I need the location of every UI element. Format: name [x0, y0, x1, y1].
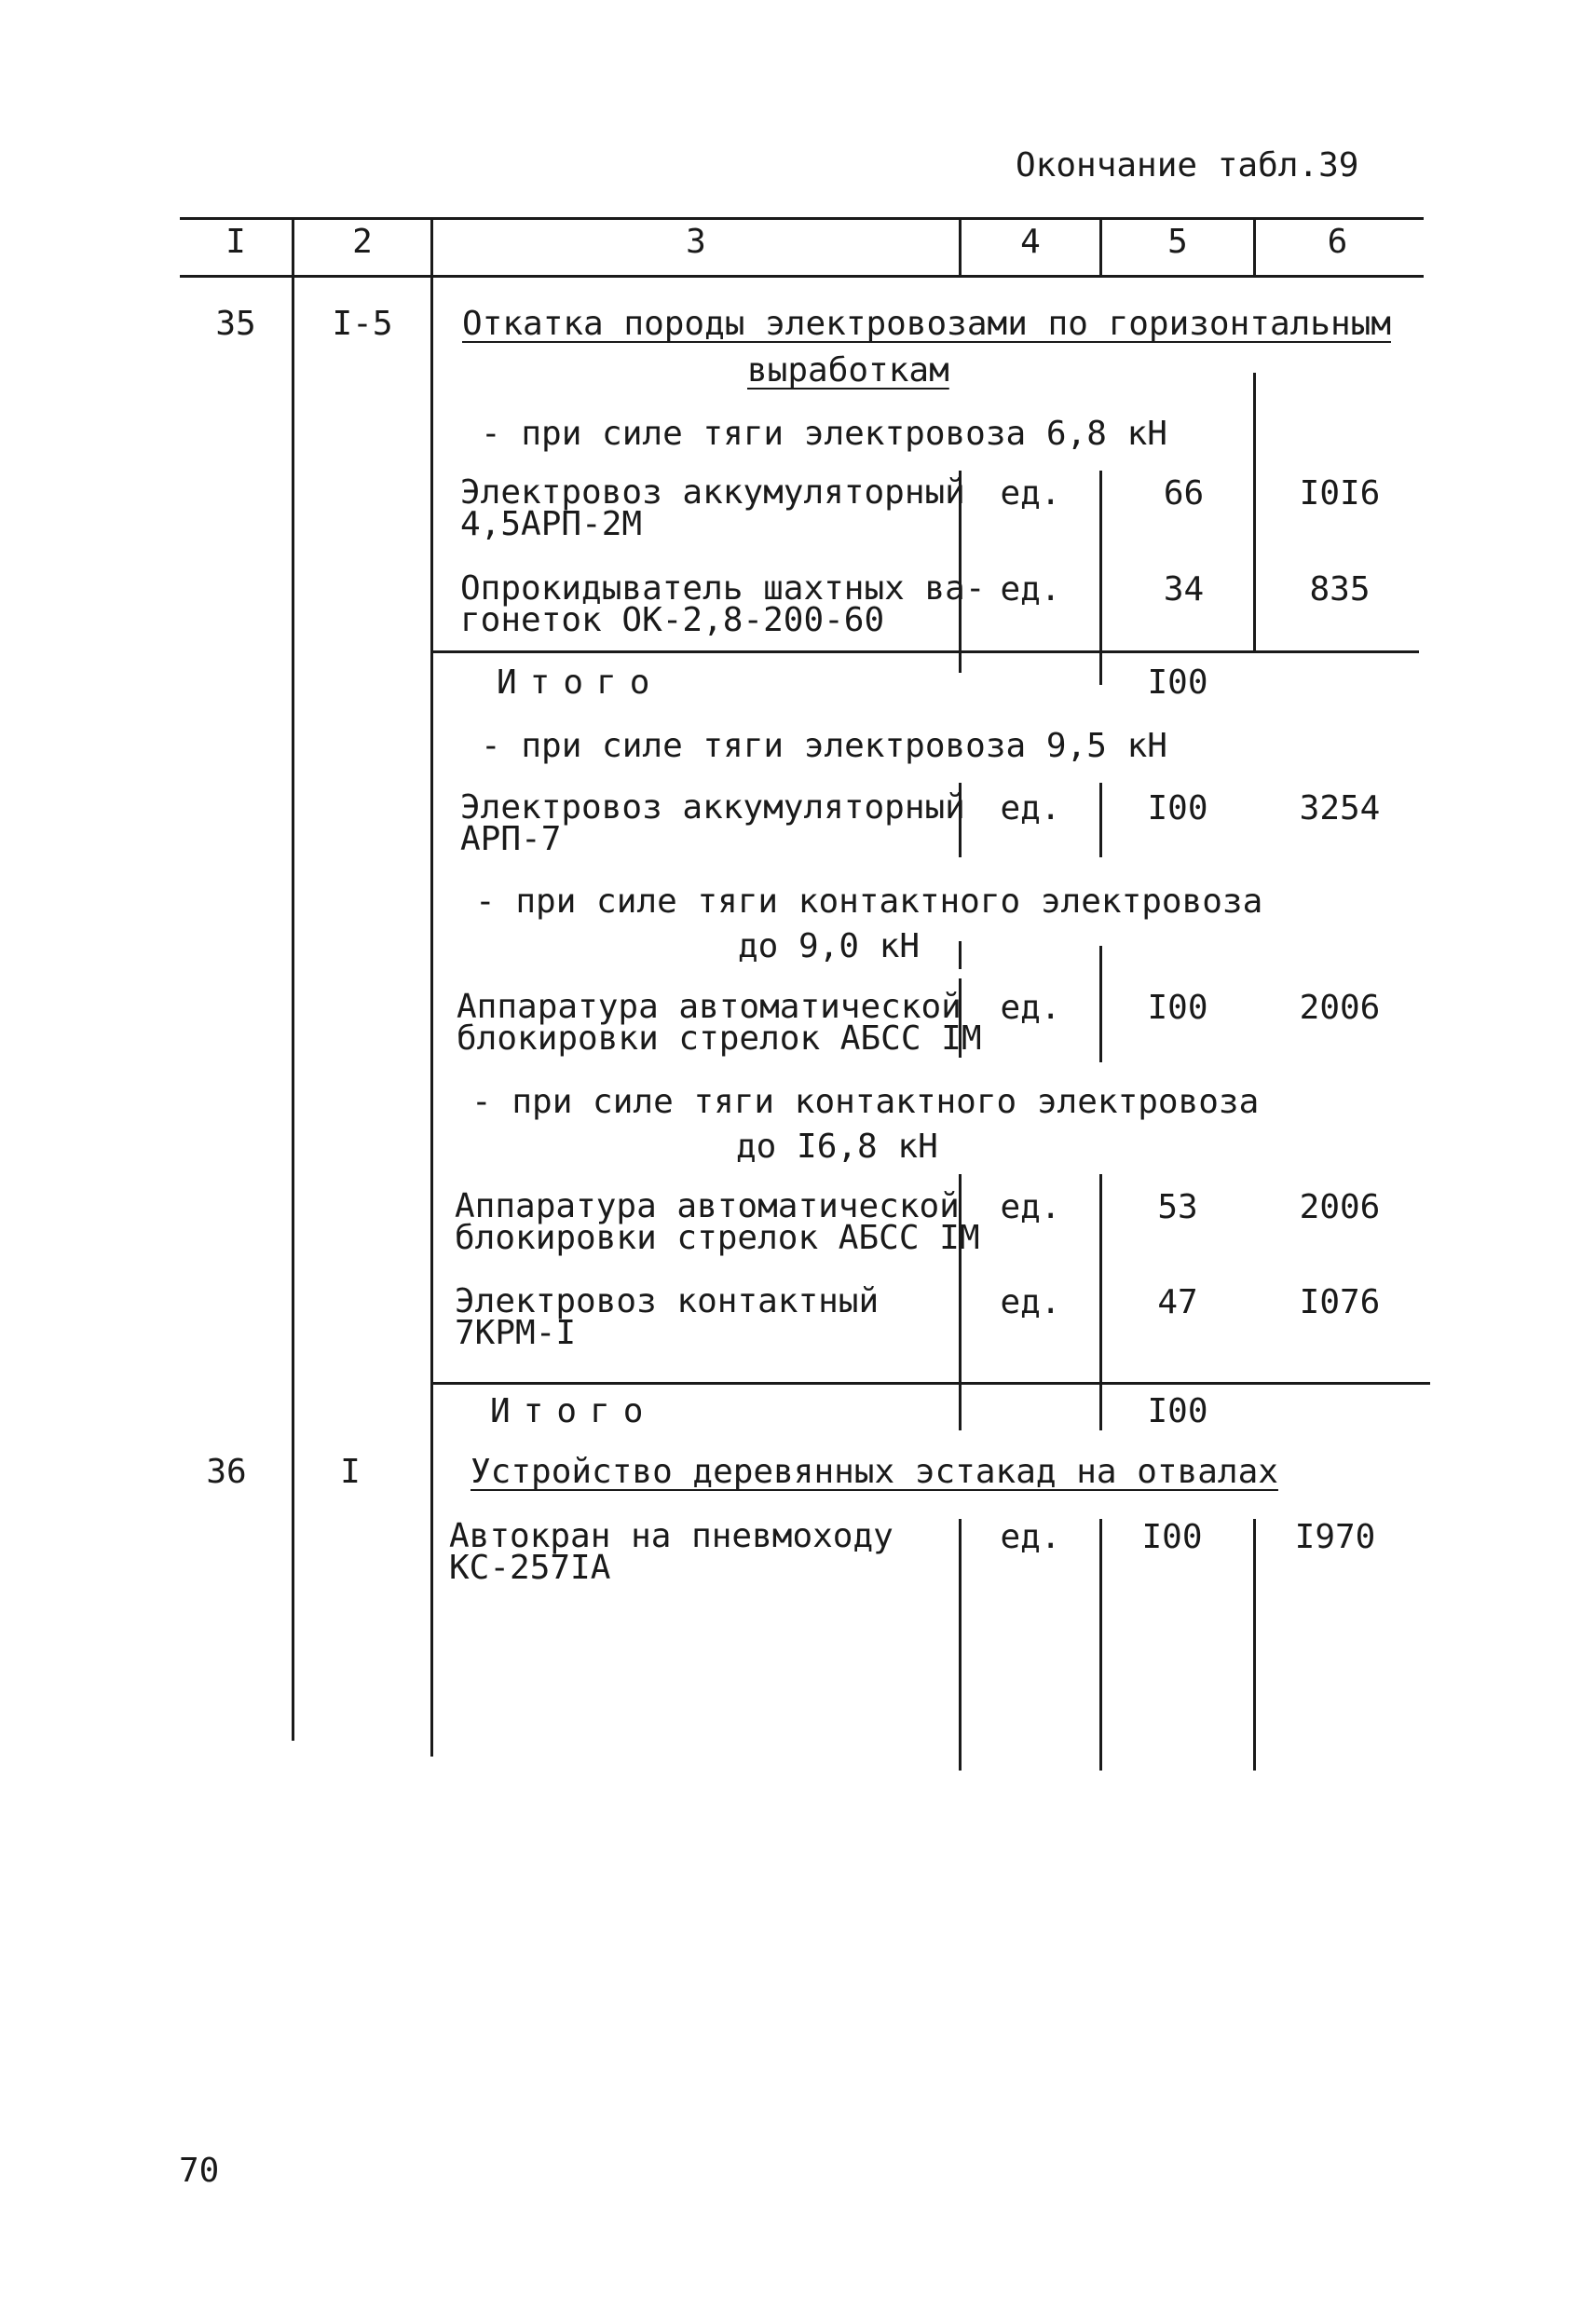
- item-unit: ед.: [1000, 570, 1061, 609]
- subtotal-rule-1: [431, 650, 1419, 653]
- item-value: 835: [1309, 570, 1371, 609]
- header-col-4: 4: [1020, 223, 1041, 261]
- item-unit: ед.: [1000, 1188, 1061, 1226]
- column-divider-5-6: [1253, 373, 1256, 652]
- table-caption: Окончание табл.39: [1016, 146, 1359, 185]
- item-unit: ед.: [1000, 1283, 1061, 1321]
- header-col-3: 3: [686, 223, 706, 261]
- row-code: I-5: [332, 305, 393, 343]
- item-name: Электровоз аккумуляторный 4,5АРП-2М: [460, 473, 965, 544]
- header-col-6: 6: [1327, 223, 1348, 261]
- item-unit: ед.: [1000, 474, 1061, 513]
- item-percent: 66: [1163, 474, 1205, 513]
- item-percent: I00: [1147, 789, 1208, 827]
- item-value: I970: [1294, 1518, 1376, 1556]
- header-bottom-rule: [180, 275, 1424, 278]
- section-title: Устройство деревянных эстакад на отвалах: [471, 1453, 1278, 1491]
- subsection-label: - при силе тяги контактного электровоза: [475, 882, 1263, 921]
- subtotal-label: Итого: [497, 663, 663, 702]
- item-percent: 47: [1157, 1283, 1198, 1321]
- row-number: 36: [206, 1453, 247, 1491]
- item-value: 2006: [1299, 989, 1381, 1027]
- item-unit: ед.: [1000, 789, 1061, 827]
- item-percent: 34: [1163, 570, 1205, 609]
- header-col-2: 2: [352, 223, 373, 261]
- column-divider-1-2: [292, 217, 294, 1741]
- item-name: Опрокидыватель шахтных ва- гонеток ОК-2,8-200-60: [460, 569, 986, 640]
- item-value: 3254: [1299, 789, 1381, 827]
- subtotal-value: I00: [1147, 1392, 1208, 1430]
- item-name: Электровоз контактный 7КРМ-I: [455, 1282, 880, 1353]
- item-value: 2006: [1299, 1188, 1381, 1226]
- row-code: I: [340, 1453, 361, 1491]
- header-col-1: I: [225, 223, 246, 261]
- column-divider-3-4: [959, 1519, 962, 1771]
- column-divider-3-4: [959, 941, 962, 969]
- item-unit: ед.: [1000, 989, 1061, 1027]
- subsection-label-continued: до I6,8 кН: [736, 1128, 938, 1166]
- column-divider-2-3: [430, 217, 433, 1757]
- item-percent: 53: [1157, 1188, 1198, 1226]
- subsection-label: - при силе тяги электровоза 6,8 кН: [481, 415, 1167, 453]
- item-value: I076: [1299, 1283, 1381, 1321]
- item-unit: ед.: [1000, 1518, 1061, 1556]
- header-col-5: 5: [1167, 223, 1188, 261]
- column-divider-3-4: [959, 652, 962, 673]
- item-name: Аппаратура автоматической блокировки стрелок АБСС IМ: [457, 988, 982, 1059]
- section-title-continued: выработкам: [747, 351, 949, 390]
- item-name: Электровоз аккумуляторный АРП-7: [460, 788, 965, 859]
- header-top-rule: [180, 217, 1424, 220]
- column-divider-3-4: [959, 1384, 962, 1430]
- subtotal-value: I00: [1147, 663, 1208, 702]
- column-divider-5-6: [1253, 1519, 1256, 1771]
- item-percent: I00: [1141, 1518, 1203, 1556]
- item-name: Автокран на пневмоходу КС-257IА: [449, 1517, 893, 1588]
- item-value: I0I6: [1299, 474, 1381, 513]
- subsection-label: - при силе тяги контактного электровоза: [471, 1083, 1260, 1121]
- subsection-label: - при силе тяги электровоза 9,5 кН: [481, 727, 1167, 765]
- subsection-label-continued: до 9,0 кН: [738, 927, 921, 965]
- row-number: 35: [215, 305, 256, 343]
- page-number: 70: [179, 2152, 220, 2190]
- item-percent: I00: [1147, 989, 1208, 1027]
- subtotal-label: Итого: [490, 1392, 657, 1430]
- column-divider-4-5: [1099, 1519, 1102, 1771]
- subtotal-rule-2: [431, 1382, 1430, 1385]
- item-name: Аппаратура автоматической блокировки стрелок АБСС IМ: [455, 1187, 980, 1258]
- section-title: Откатка породы электровозами по горизонтальным: [462, 305, 1391, 343]
